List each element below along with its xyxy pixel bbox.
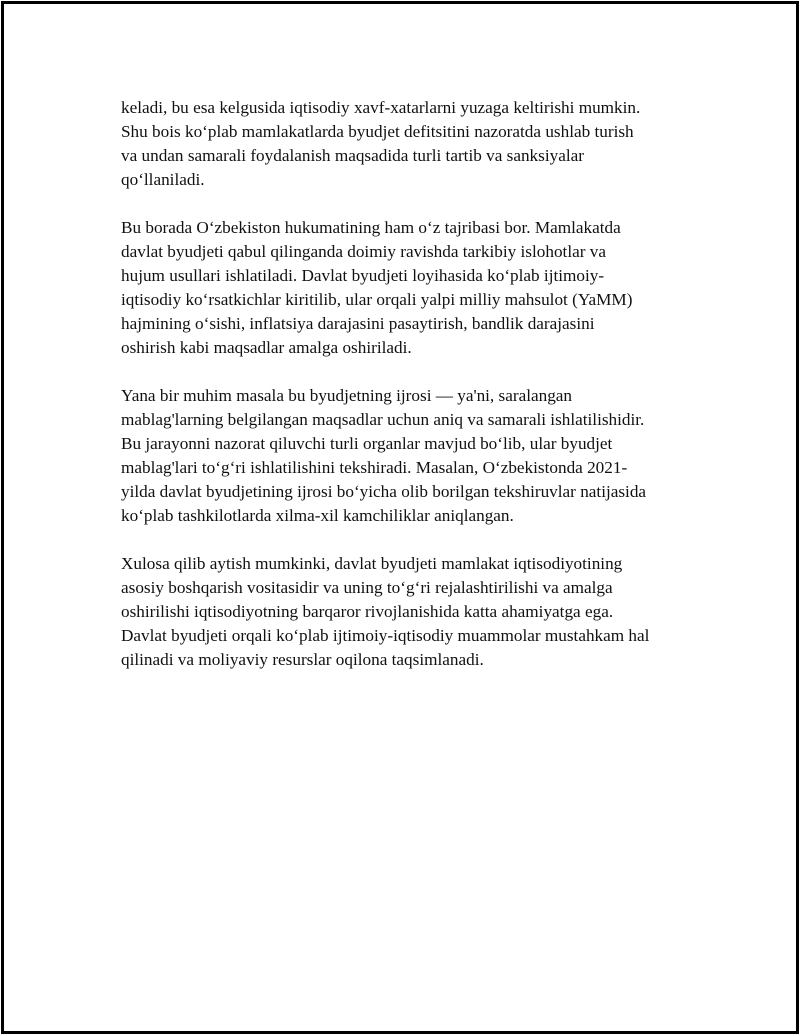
- document-page: [1, 1, 799, 1034]
- paragraph-uzbekistan-experience: Bu borada O‘zbekiston hukumatining ham o‘z tajribasi bor. Mamlakatda davlat byudjeti qabul qilinganda doimiy ravishda tarkibiy islohotlar va hujum usullari ishlatiladi. Davlat byudjeti loyihasida ko‘plab ijtimoiy- iqtisodiy ko‘rsatkichlar kiritilib, ular orqali yalpi milliy mahsulot (YaMM) hajmining o‘sishi, inflatsiya darajasini pasaytirish, bandlik darajasini oshirish kabi maqsadlar amalga oshiriladi.: [121, 218, 633, 357]
- paragraph-budget-deficit: keladi, bu esa kelgusida iqtisodiy xavf-xatarlarni yuzaga keltirishi mumkin. Shu bois ko‘plab mamlakatlarda byudjet defitsitini nazoratda ushlab turish va undan samarali foydalanish maqsadida turli tartib va sanksiyalar qo‘llaniladi.: [121, 98, 641, 189]
- paragraph-budget-execution: Yana bir muhim masala bu byudjetning ijrosi — ya'ni, saralangan mablag'larning belgilangan maqsadlar uchun aniq va samarali ishlatilishidir. Bu jarayonni nazorat qiluvchi turli organlar mavjud bo‘lib, ular byudjet mablag'lari to‘g‘ri ishlatilishini tekshiradi. Masalan, O‘zbekistonda 2021- yilda davlat byudjetining ijrosi bo‘yicha olib borilgan tekshiruvlar natijasida ko‘plab tashkilotlarda xilma-xil kamchiliklar aniqlangan.: [121, 386, 647, 525]
- paragraph-conclusion: Xulosa qilib aytish mumkinki, davlat byudjeti mamlakat iqtisodiyotining asosiy boshqarish vositasidir va uning to‘g‘ri rejalashtirilishi va amalga oshirilishi iqtisodiyotning barqaror rivojlanishida katta ahamiyatga ega. Davlat byudjeti orqali ko‘plab ijtimoiy-iqtisodiy muammolar mustahkam hal qilinadi va moliyaviy resurslar oqilona taqsimlanadi.: [121, 554, 650, 669]
- document-body: [121, 96, 701, 696]
